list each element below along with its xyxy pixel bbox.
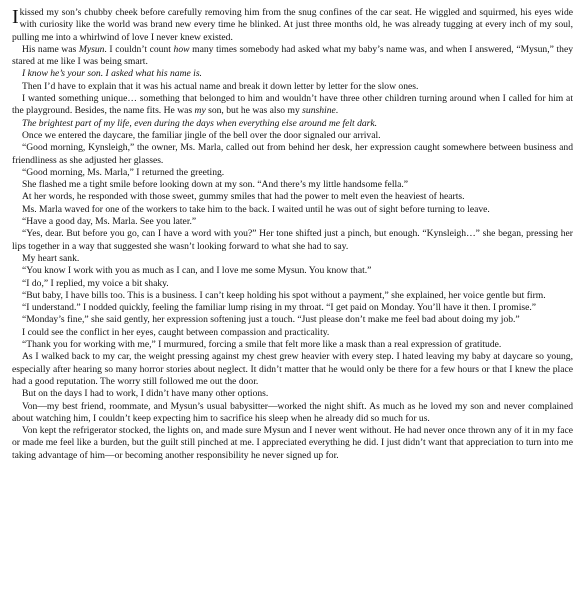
emphasis-text: sunshine [302, 105, 336, 117]
paragraph-text: As I walked back to my car, the weight pressing against my chest grew heavier with every step. I hated leaving my baby at daycare so young, especially after hearing so many horror stories about neglect. It didn’t matter that he would only be there for a few hours or that I knew the place had a good reputation. The worry still followed me out the door. [12, 351, 573, 387]
story-paragraph [12, 327, 573, 339]
emphasis-text: how [173, 43, 190, 55]
story-paragraph [12, 388, 573, 400]
story-paragraph [12, 118, 573, 130]
paragraph-text: I know he’s your son. I asked what his name is. [22, 68, 202, 80]
paragraph-text: “Good morning, Ms. Marla,” I returned the greeting. [22, 166, 225, 178]
paragraph-text: My heart sank. [22, 252, 80, 264]
paragraph-text: I wanted something unique… something that belonged to him and wouldn’t have three other children turning around when I called for him at the playground. Besides, the name fits. He was [12, 93, 573, 117]
paragraph-text: Von kept the refrigerator stocked, the lights on, and made sure Mysun and I never went without. He had never once thrown any of it in my face or made me feel like a burden, but the guilt still pinched at me. I appreciated everything he did. I just didn’t want that appreciation to turn into me taking advantage of him—or becoming another responsibility he never signed up for. [12, 425, 573, 461]
drop-cap: I [12, 6, 19, 28]
paragraph-text: Then I’d have to explain that it was his actual name and break it down letter by letter for the slow ones. [22, 80, 419, 92]
story-paragraph [12, 167, 573, 179]
story-paragraph [12, 142, 573, 167]
story-paragraph [12, 81, 573, 93]
paragraph-text: . [335, 105, 339, 117]
story-paragraph [12, 68, 573, 80]
paragraph-text: “Thank you for working with me,” I murmured, forcing a smile that felt more like a mask than a real expression of gratitude. [22, 339, 502, 351]
story-paragraph [12, 401, 573, 426]
paragraph-text: kissed my son’s chubby cheek before carefully removing him from the snug confines of the car seat. He wiggled and squirmed, his eyes wide with curiosity like the world was brand new every time he blinked. At just three months old, he was already tugging at every inch of my soul, pulling me into a whirlwind of love I never knew existed. [12, 7, 573, 43]
story-paragraph [12, 253, 573, 265]
paragraph-text: “I do,” I replied, my voice a bit shaky. [22, 277, 169, 289]
paragraph-text: “But baby, I have bills too. This is a business. I can’t keep holding his spot without a payment,” she explained, her voice gentle but firm. [22, 289, 546, 301]
paragraph-text: “You know I work with you as much as I can, and I love me some Mysun. You know that.” [22, 265, 372, 277]
emphasis-text: Mysun [78, 43, 105, 55]
story-paragraph [12, 216, 573, 228]
story-paragraph [12, 93, 573, 118]
paragraph-text: . I couldn’t count [104, 43, 174, 55]
paragraph-text: She flashed me a tight smile before looking down at my son. “And there’s my little handsome fella.” [22, 179, 409, 191]
paragraph-text: many times somebody had asked what my baby’s name was, and when I answered, “Mysun,” they stared at me like I was being smart. [12, 43, 574, 68]
paragraph-text: His name was [22, 43, 79, 55]
story-paragraph [12, 228, 573, 253]
story-paragraph [12, 44, 573, 69]
paragraph-text: I could see the conflict in her eyes, caught between compassion and practicality. [22, 326, 330, 338]
paragraph-text: The brightest part of my life, even during the days when everything else around me felt dark. [22, 117, 378, 129]
paragraph-text: Von—my best friend, roommate, and Mysun’s usual babysitter—worked the night shift. As much as he loved my son and never complained about watching him, I couldn’t keep expecting him to sacrifice his sleep when he already did so much for us. [12, 400, 573, 424]
paragraph-text: At her words, he responded with those sweet, gummy smiles that had the power to melt even the heaviest of hearts. [22, 191, 465, 203]
paragraph-text: Once we entered the daycare, the familiar jingle of the bell over the door signaled our arrival. [22, 129, 381, 141]
emphasis-text: my [194, 105, 206, 117]
story-paragraph [12, 351, 573, 388]
paragraph-text: “Good morning, Kynsleigh,” the owner, Ms. Marla, called out from behind her desk, her expression caught somewhere between business and friendliness as she adjusted her glasses. [12, 142, 573, 166]
paragraph-text: “Monday’s fine,” she said gently, her expression softening just a touch. “Just please don’t make me feel bad about doing my job.” [22, 314, 520, 326]
paragraph-text: But on the days I had to work, I didn’t have many other options. [22, 388, 269, 400]
story-paragraph [12, 425, 573, 462]
story-paragraph [12, 191, 573, 203]
story-paragraph [12, 314, 573, 326]
story-paragraph [12, 290, 573, 302]
paragraph-text: “I understand.” I nodded quickly, feeling the familiar lump rising in my throat. “I get paid on Monday. You’ll have it then. I promise.” [22, 302, 537, 314]
story-paragraph [12, 339, 573, 351]
paragraph-text: son, but he was also my [205, 105, 303, 117]
story-paragraph [12, 204, 573, 216]
story-paragraph [12, 7, 573, 44]
story-paragraph [12, 179, 573, 191]
story-paragraph [12, 265, 573, 277]
story-paragraph [12, 130, 573, 142]
story-paragraph [12, 302, 573, 314]
story-paragraph [12, 278, 573, 290]
paragraph-text: Ms. Marla waved for one of the workers to take him to the back. I waited until he was out of sight before turning to leave. [22, 203, 490, 215]
paragraph-text: “Yes, dear. But before you go, can I have a word with you?” Her tone shifted just a pinch, but enough. “Kynsleigh…” she began, pressing her lips together in a way that suggested she wasn’t looking forward to what she had to say. [12, 228, 573, 252]
paragraph-text: “Have a good day, Ms. Marla. See you later.” [22, 216, 197, 228]
